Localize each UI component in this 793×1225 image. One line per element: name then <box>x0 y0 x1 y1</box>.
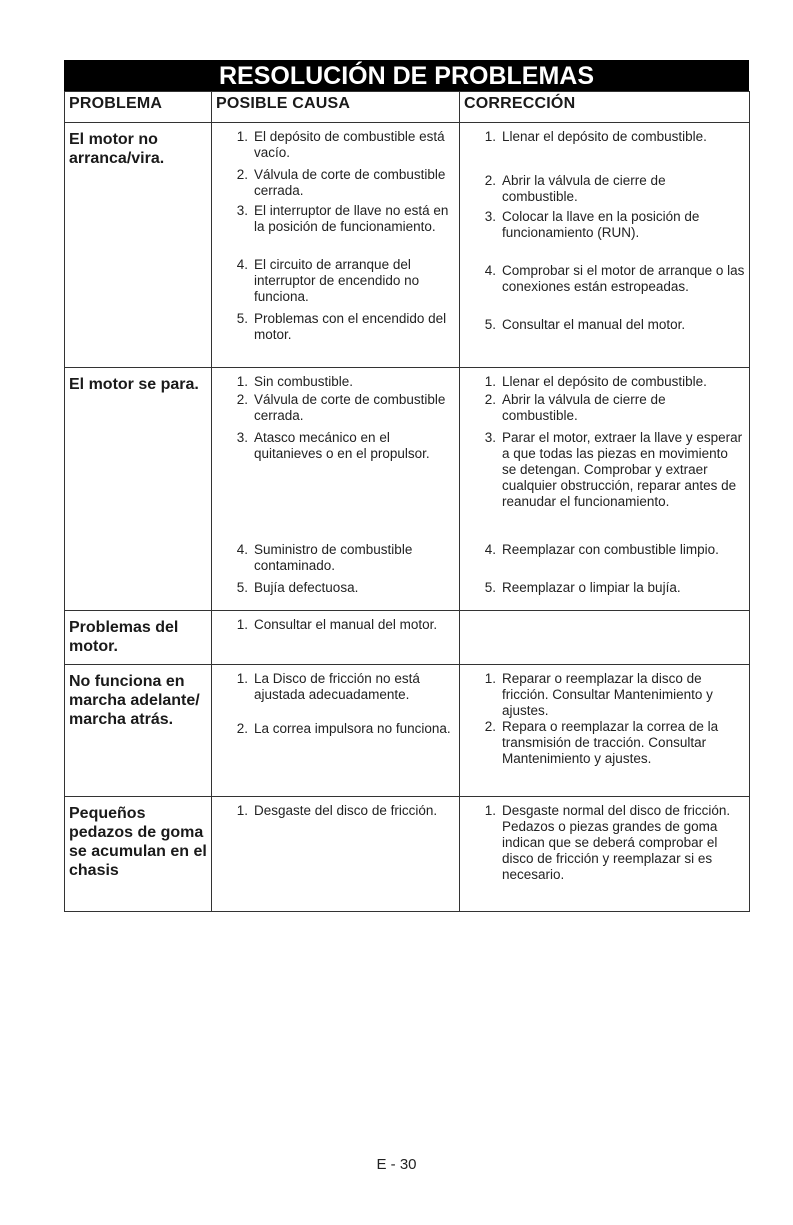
cause-cell <box>212 665 460 797</box>
list-item: 2. Repara o reemplazar la correa de la transmisión de tracción. Consultar Mantenimiento y ajustes. <box>484 719 719 766</box>
cause-cell <box>212 123 460 368</box>
page-number: E - 30 <box>376 1156 417 1173</box>
troubleshooting-sheet <box>64 60 749 912</box>
cause-cell <box>212 611 460 665</box>
list-item: 1. Consultar el manual del motor. <box>236 617 438 632</box>
list-item: 1. Desgaste normal del disco de fricción. Pedazos o piezas grandes de goma indican que se deberá comprobar el disco de fricción y reemplazar si es necesario. <box>484 803 731 882</box>
list-item: 1. Reparar o reemplazar la disco de fricción. Consultar Mantenimiento y ajustes. <box>484 671 713 718</box>
problem-cell: Problemas del motor. <box>65 611 212 665</box>
list-item: 5. Consultar el manual del motor. <box>484 317 686 332</box>
header-problem: PROBLEMA <box>65 92 212 123</box>
list-item: 1. El depósito de combustible está vacío. <box>236 129 445 160</box>
header-correction: CORRECCIÓN <box>460 92 750 123</box>
list-item: 2. Válvula de corte de combustible cerrada. <box>236 167 446 198</box>
cause-cell <box>212 797 460 912</box>
list-item: 3. El interruptor de llave no está en la posición de funcionamiento. <box>236 203 449 234</box>
list-item: 4. El circuito de arranque del interruptor de encendido no funciona. <box>236 257 420 304</box>
list-item: 3. Parar el motor, extraer la llave y esperar a que todas las piezas en movimiento se detengan. Comprobar y extraer cualquier obstrucción, reparar antes de reanudar el funcionamiento. <box>484 430 743 509</box>
list-item: 2. Abrir la válvula de cierre de combustible. <box>484 392 666 423</box>
list-item: 1. Desgaste del disco de fricción. <box>236 803 438 818</box>
list-item: 2. Válvula de corte de combustible cerrada. <box>236 392 446 423</box>
list-item: 1. Sin combustible. <box>236 374 354 389</box>
list-item: 4. Suministro de combustible contaminado. <box>236 542 413 573</box>
table-header-row <box>65 92 750 123</box>
table-row <box>65 797 750 912</box>
troubleshooting-table <box>64 91 750 912</box>
problem-cell: El motor no arranca/vira. <box>65 123 212 368</box>
problem-cell: Pequeños pedazos de goma se acumulan en el chasis <box>65 797 212 912</box>
list-item: 5. Reemplazar o limpiar la bujía. <box>484 580 681 595</box>
table-row <box>65 611 750 665</box>
list-item: 5. Bujía defectuosa. <box>236 580 359 595</box>
table-row <box>65 123 750 368</box>
problem-cell: El motor se para. <box>65 368 212 611</box>
list-item: 5. Problemas con el encendido del motor. <box>236 311 447 342</box>
list-item: 3. Atasco mecánico en el quitanieves o en el propulsor. <box>236 430 430 461</box>
list-item: 4. Reemplazar con combustible limpio. <box>484 542 719 557</box>
cause-cell <box>212 368 460 611</box>
table-row <box>65 368 750 611</box>
correction-cell <box>460 611 750 665</box>
list-item: 2. Abrir la válvula de cierre de combustible. <box>484 173 666 204</box>
list-item: 4. Comprobar si el motor de arranque o las conexiones están estropeadas. <box>484 263 745 294</box>
table-row <box>65 665 750 797</box>
list-item: 1. La Disco de fricción no está ajustada adecuadamente. <box>236 671 420 702</box>
header-cause: POSIBLE CAUSA <box>212 92 460 123</box>
list-item: 1. Llenar el depósito de combustible. <box>484 129 707 144</box>
problem-cell: No funciona en marcha adelante/ marcha atrás. <box>65 665 212 797</box>
correction-cell <box>460 123 750 368</box>
list-item: 3. Colocar la llave en la posición de funcionamiento (RUN). <box>484 209 700 240</box>
correction-cell <box>460 665 750 797</box>
correction-cell <box>460 368 750 611</box>
list-item: 1. Llenar el depósito de combustible. <box>484 374 707 389</box>
page-title: RESOLUCIÓN DE PROBLEMAS <box>64 60 749 91</box>
correction-cell <box>460 797 750 912</box>
list-item: 2. La correa impulsora no funciona. <box>236 721 451 736</box>
